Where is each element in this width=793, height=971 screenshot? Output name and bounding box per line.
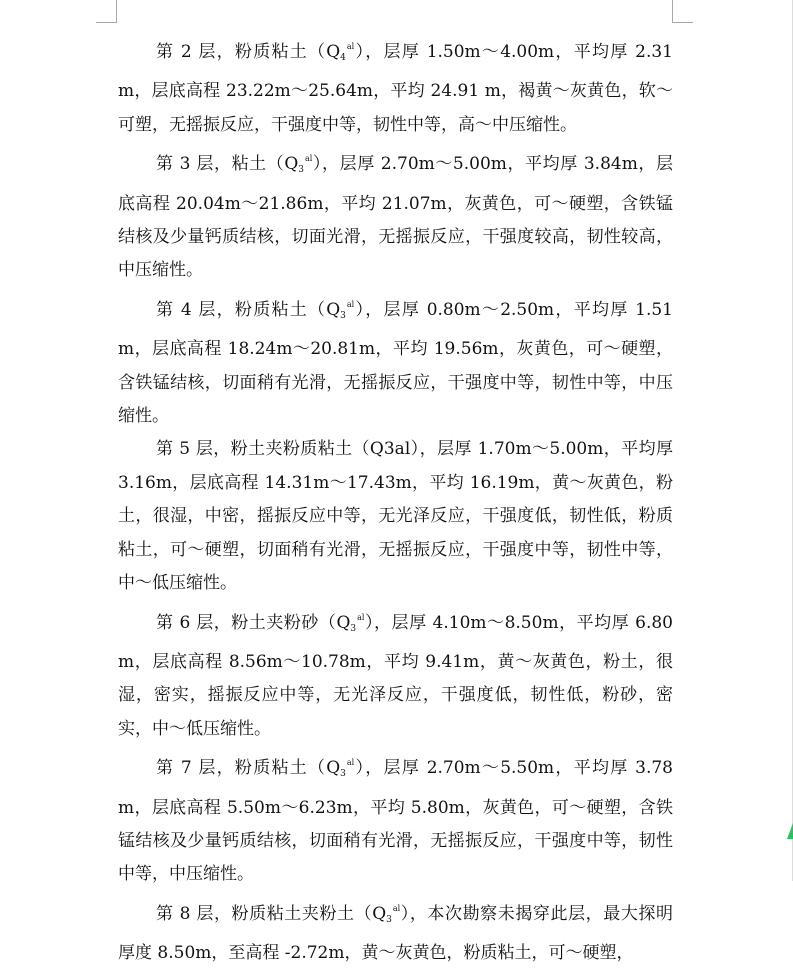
- crop-mark-top-left: [96, 0, 117, 23]
- green-marker-icon: [787, 823, 793, 839]
- subscript: 4: [340, 53, 346, 63]
- paragraph-text: ），本次勘察未揭穿此层，最大探明厚度 8.50m，至高程 -2.72m，黄～灰黄色，粉质粘土，可～硬塑，: [118, 903, 673, 964]
- paragraph-layer-3: [118, 142, 673, 288]
- subscript: 3: [350, 623, 357, 634]
- subscript: 3: [340, 769, 346, 780]
- paragraph-layer-8: [118, 892, 673, 971]
- paragraph-text: ），层厚 4.10m～8.50m，平均厚 6.80m，层底高程 8.56m～10.78m，平均 9.41m，黄～灰黄色，粉土，很湿，密实，摇振反应中等，无光泽反应，干强度低，韧性低，粉砂，密实，中～低压缩性。: [118, 612, 673, 739]
- superscript: al: [392, 903, 401, 913]
- paragraph-text: ），层厚 0.80m～2.50m，平均厚 1.51m，层底高程 18.24m～20.81m，平均 19.56m，灰黄色，可～硬塑，含铁锰结核，切面稍有光滑，无摇振反应，干强度中等，韧性中等，中压缩性。: [118, 299, 673, 427]
- superscript: al: [346, 299, 355, 309]
- superscript: al: [346, 42, 355, 51]
- crop-mark-top-right: [672, 0, 693, 23]
- paragraph-text: 第 8 层，粉质粘土夹粉土（Q: [156, 903, 387, 924]
- paragraph-text: 第 3 层，粘土（Q: [156, 154, 299, 175]
- subscript: 3: [340, 310, 346, 321]
- superscript: al: [346, 758, 355, 768]
- paragraph-text: 第 5 层，粉土夹粉质粘土（Q3al），层厚 1.70m～5.00m，平均厚 3.16m，层底高程 14.31m～17.43m，平均 16.19m，黄～灰黄色，粉土，很湿，中密，摇振反应中等，无光泽反应，干强度低，韧性低，粉质粘土，可～硬塑，切面稍有光滑，无摇振反应，干强度中等，韧性中等，中～低压缩性。: [118, 439, 673, 594]
- paragraph-text: ），层厚 2.70m～5.50m，平均厚 3.78m，层底高程 5.50m～6.23m，平均 5.80m，灰黄色，可～硬塑，含铁锰结核及少量钙质结核，切面稍有光滑，无摇振反应，干强度中等，韧性中等，中压缩性。: [118, 758, 673, 885]
- superscript: al: [305, 154, 313, 164]
- superscript: al: [357, 612, 365, 622]
- paragraph-text: 第 2 层，粉质粘土（Q: [156, 42, 341, 62]
- subscript: 3: [298, 165, 305, 176]
- subscript: 3: [386, 914, 392, 925]
- paragraph-text: 第 6 层，粉土夹粉砂（Q: [156, 612, 351, 633]
- paragraph-text: ），层厚 2.70m～5.00m，平均厚 3.84m，层底高程 20.04m～21.86m，平均 21.07m，灰黄色，可～硬塑，含铁锰结核及少量钙质结核，切面光滑，无摇振反应，干强度较高，韧性较高，中压缩性。: [118, 154, 673, 281]
- document-body: [118, 30, 673, 971]
- paragraph-layer-4: [118, 288, 673, 434]
- paragraph-text: 第 7 层，粉质粘土（Q: [156, 758, 341, 779]
- paragraph-text: 第 4 层，粉质粘土（Q: [156, 299, 341, 320]
- paragraph-layer-2: [118, 30, 673, 142]
- paragraph-text: ），层厚 1.50m～4.00m，平均厚 2.31m，层底高程 23.22m～25.64m，平均 24.91 m，褐黄～灰黄色，软～可塑，无摇振反应，干强度中等，韧性中等，高～中压缩性。: [118, 42, 673, 135]
- paragraph-layer-5: [118, 433, 673, 600]
- paragraph-layer-6: [118, 601, 673, 747]
- paragraph-layer-7: [118, 746, 673, 892]
